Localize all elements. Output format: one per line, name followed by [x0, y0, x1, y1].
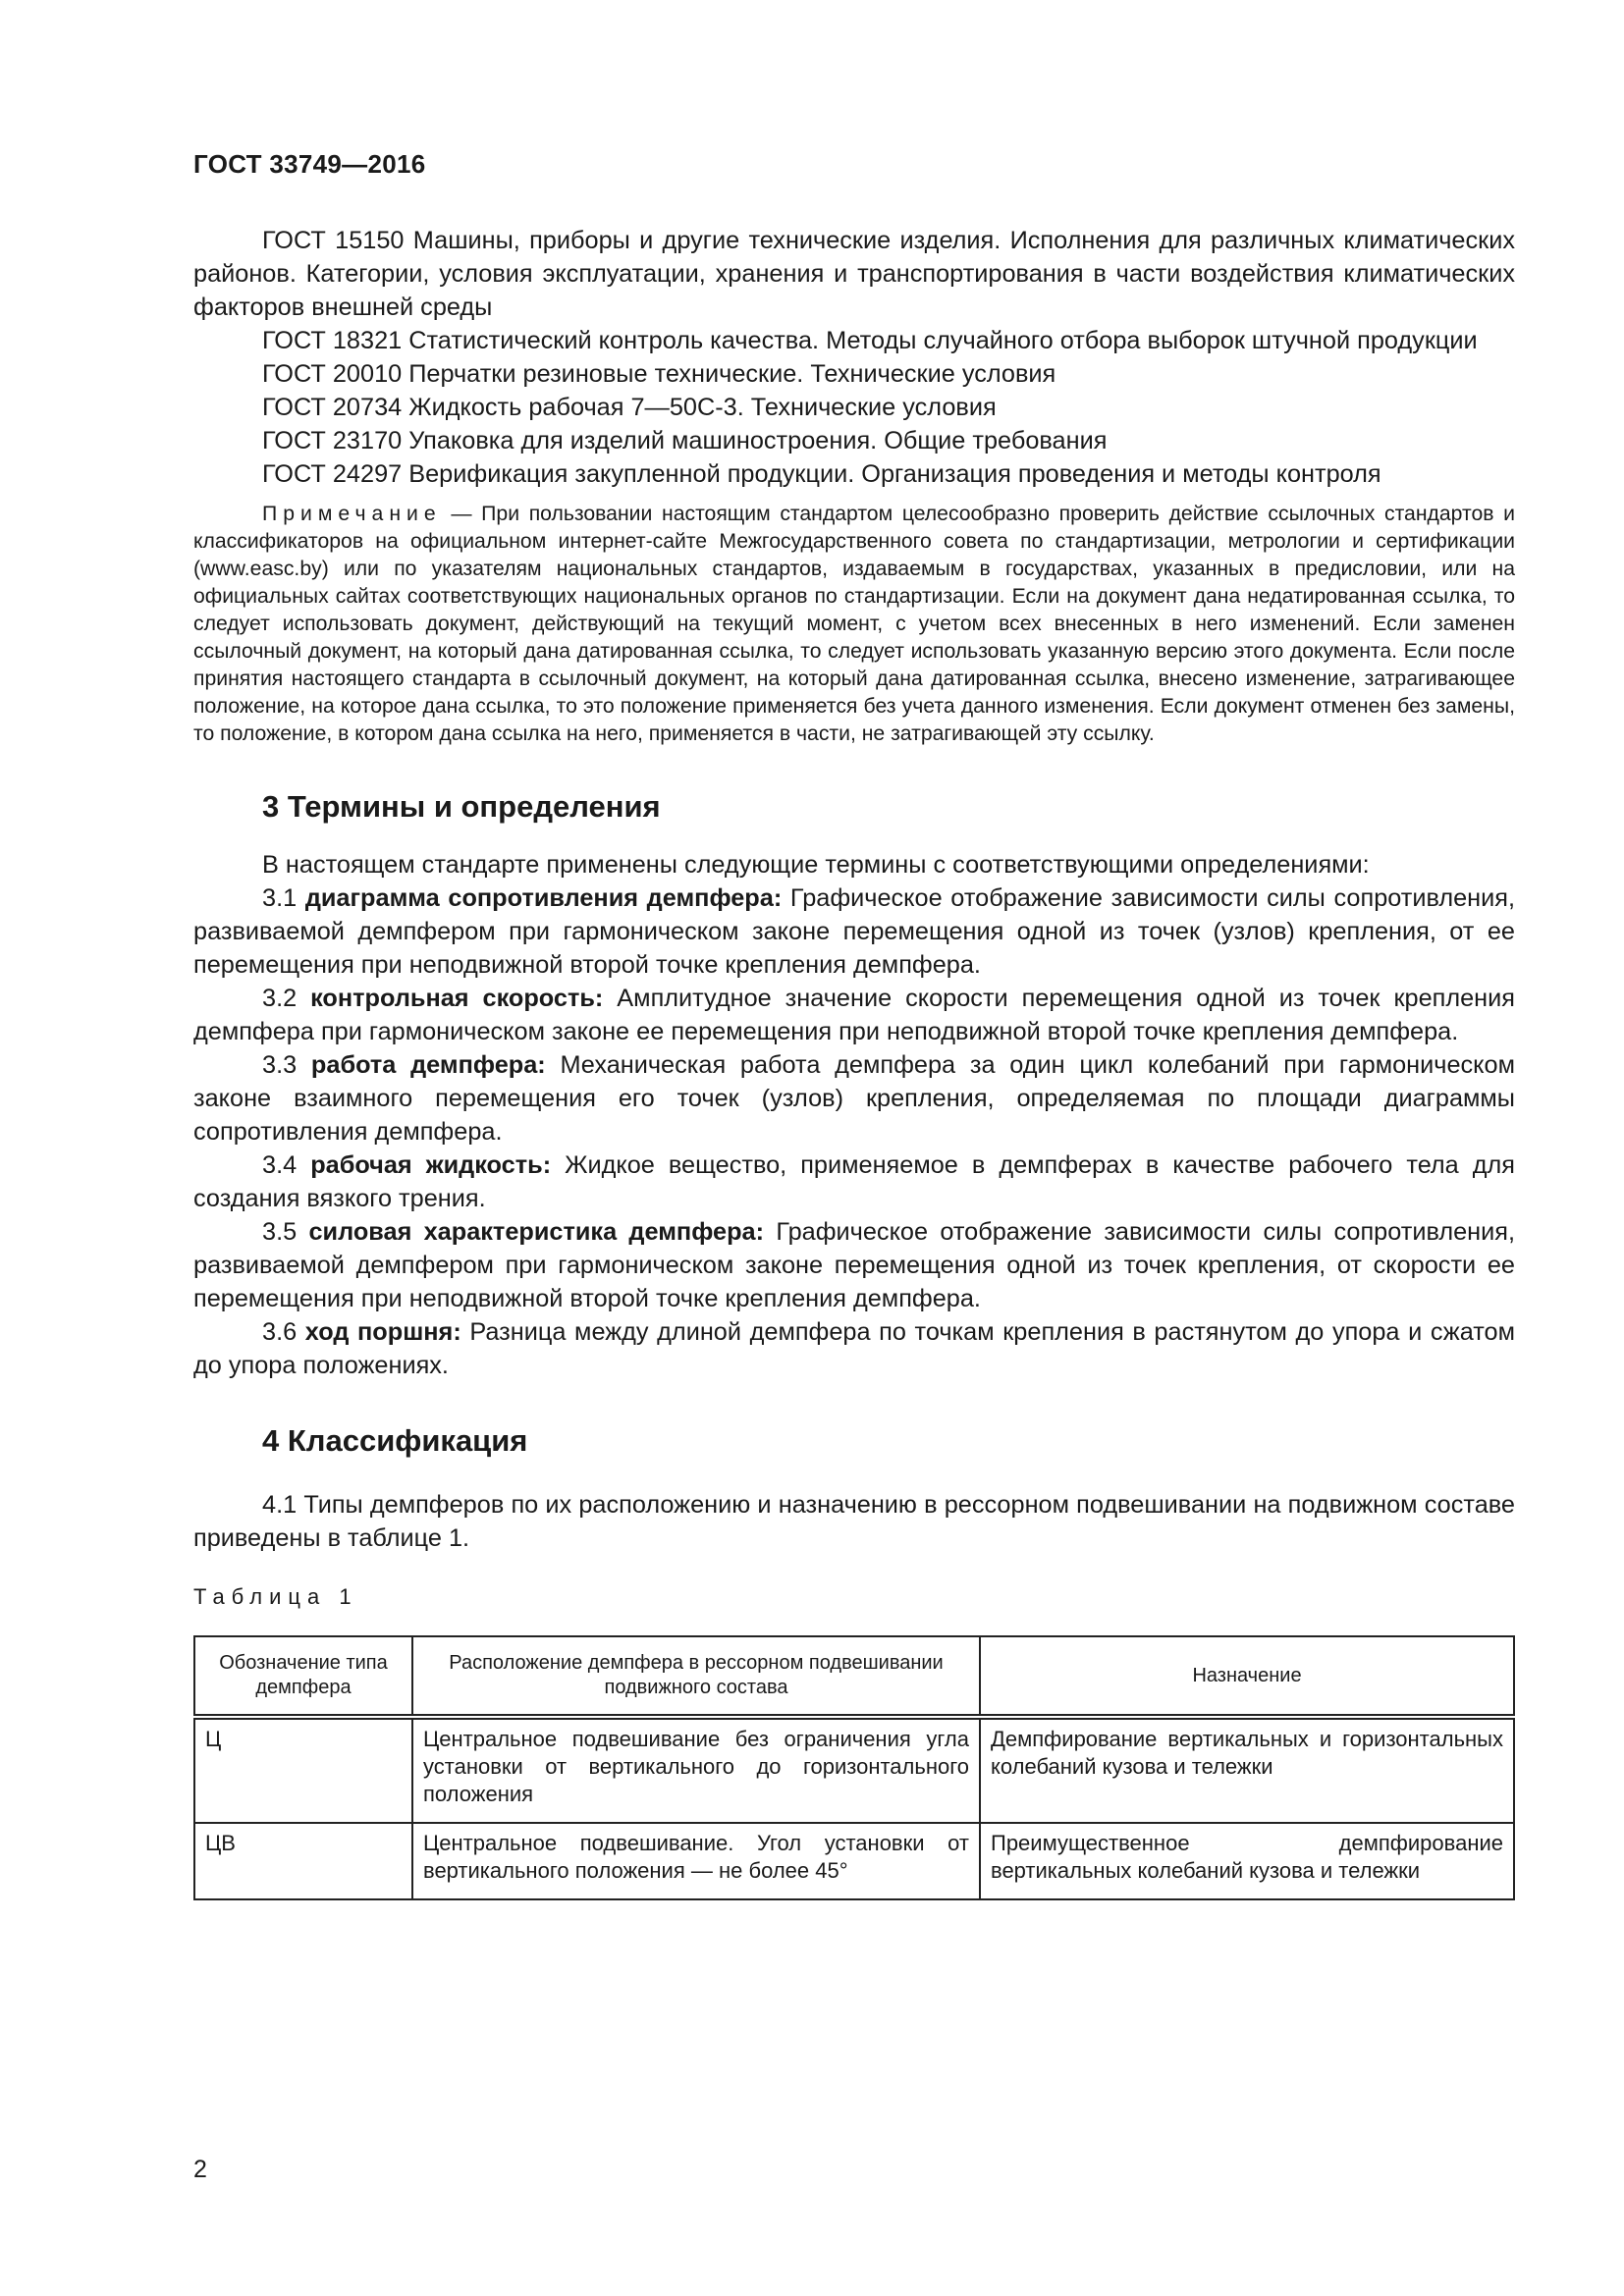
term-name: рабочая жидкость:: [310, 1151, 552, 1179]
term-definition: [193, 881, 1515, 982]
table-cell: Ц: [194, 1717, 412, 1823]
section-3-intro: В настоящем стандарте применены следующие термины с соответствующими определениями:: [262, 851, 1370, 879]
table-cell: Преимущественное демпфирование вертикальных колебаний кузова и тележки: [980, 1823, 1514, 1899]
term-number: 3.1: [262, 884, 305, 912]
term-name: ход поршня:: [304, 1318, 461, 1346]
table-header-row: [194, 1636, 1514, 1717]
section-3-title: 3 Термины и определения: [262, 789, 661, 824]
term-definition: [193, 1315, 1515, 1382]
table-cell: Центральное подвешивание без ограничения угла установки от вертикального до горизонтального положения: [412, 1717, 980, 1823]
note-text: — При пользовании настоящим стандартом целесообразно проверить действие ссылочных стандартов и классификаторов на официальном интернет-сайте Межгосударственного совета по стандартизации, метрологии и сертификации (www.easc.by) или по указателям национальных стандартов, издаваемым в государствах, указанных в предисловии, или на официальных сайтах соответствующих национальных органов по стандартизации. Если на документ дана недатированная ссылка, то следует использовать документ, действующий на текущий момент, с учетом всех внесенных в него изменений. Если заменен ссылочный документ, на который дана датированная ссылка, то следует использовать указанную версию этого документа. Если после принятия настоящего стандарта в ссылочный документ, на который дана датированная ссылка, внесено изменение, затрагивающее положение, на которое дана ссылка, то это положение применяется без учета данного изменения. Если документ отменен без замены, то положение, в котором дана ссылка на него, применяется в части, не затрагивающей эту ссылку.: [193, 503, 1515, 745]
term-number: 3.6: [262, 1318, 305, 1346]
term-number: 3.3: [262, 1051, 311, 1079]
term-text: Графическое отображение зависимости силы сопротивления, развиваемой демпфером при гармоническом законе перемещения одной из точек (узлов) крепления, от ее перемещения при неподвижной второй точке крепления демпфера.: [193, 884, 1516, 979]
reference-item: ГОСТ 18321 Статистический контроль качества. Методы случайного отбора выборок штучной продукции: [262, 327, 1478, 354]
term-name: работа демпфера:: [310, 1051, 546, 1079]
term-text: Механическая работа демпфера за один цикл колебаний при гармоническом законе взаимного перемещения его точек (узлов) крепления, определяемая по площади диаграммы сопротивления демпфера.: [193, 1051, 1515, 1146]
term-definition: [193, 1215, 1515, 1315]
term-number: 3.2: [262, 985, 311, 1012]
table-cell: Демпфирование вертикальных и горизонтальных колебаний кузова и тележки: [980, 1717, 1514, 1823]
reference-item: ГОСТ 24297 Верификация закупленной продукции. Организация проведения и методы контроля: [262, 460, 1381, 488]
section-4-title: 4 Классификация: [262, 1423, 528, 1458]
reference-item: ГОСТ 15150 Машины, приборы и другие технические изделия. Исполнения для различных климатических районов. Категории, условия эксплуатации, хранения и транспортирования в части воздействия климатических факторов внешней среды: [193, 227, 1515, 321]
table-caption: Таблица 1: [193, 1584, 358, 1609]
references-list: [193, 224, 1515, 491]
table-header-cell: Расположение демпфера в рессорном подвешивании подвижного состава: [412, 1636, 980, 1717]
term-definition: [193, 1148, 1515, 1215]
term-number: 3.5: [262, 1218, 309, 1246]
term-definition: [193, 1048, 1515, 1148]
table-cell: Центральное подвешивание. Угол установки от вертикального положения — не более 45°: [412, 1823, 980, 1899]
term-text: Амплитудное значение скорости перемещения одной из точек крепления демпфера при гармоническом законе ее перемещения при неподвижной второй точке крепления демпфера.: [193, 985, 1515, 1045]
term-text: Жидкое вещество, применяемое в демпферах в качестве рабочего тела для создания вязкого трения.: [193, 1151, 1515, 1212]
reference-item: ГОСТ 23170 Упаковка для изделий машиностроения. Общие требования: [262, 427, 1108, 454]
term-text: Графическое отображение зависимости силы сопротивления, развиваемой демпфером при гармоническом законе перемещения одной из точек крепления, от скорости ее перемещения при неподвижной второй точке крепления демпфера.: [193, 1218, 1515, 1312]
term-name: диаграмма сопротивления демпфера:: [304, 884, 783, 912]
note-label: Примечание: [262, 503, 442, 525]
reference-item: ГОСТ 20734 Жидкость рабочая 7—50С-3. Технические условия: [262, 394, 997, 421]
term-text: Разница между длиной демпфера по точкам крепления в растянутом до упора и сжатом до упора положениях.: [193, 1318, 1515, 1379]
term-name: контрольная скорость:: [310, 985, 604, 1012]
table-header-cell: Назначение: [980, 1636, 1514, 1717]
table-cell: ЦВ: [194, 1823, 412, 1899]
note-paragraph: [193, 501, 1515, 748]
section-4-paragraph: 4.1 Типы демпферов по их расположению и назначению в рессорном подвешивании на подвижном составе приведены в таблице 1.: [193, 1491, 1515, 1552]
term-definition: [193, 982, 1515, 1048]
table-header-cell: Обозначение типа демпфера: [194, 1636, 412, 1717]
page-content: [193, 224, 1515, 1900]
table-row: [194, 1717, 1514, 1823]
table-row: [194, 1823, 1514, 1899]
page-number: 2: [193, 2156, 207, 2183]
term-name: силовая характеристика демпфера:: [308, 1218, 765, 1246]
damper-types-table: [193, 1635, 1515, 1900]
document-header: ГОСТ 33749—2016: [193, 149, 426, 179]
reference-item: ГОСТ 20010 Перчатки резиновые технические. Технические условия: [262, 360, 1056, 388]
term-number: 3.4: [262, 1151, 311, 1179]
